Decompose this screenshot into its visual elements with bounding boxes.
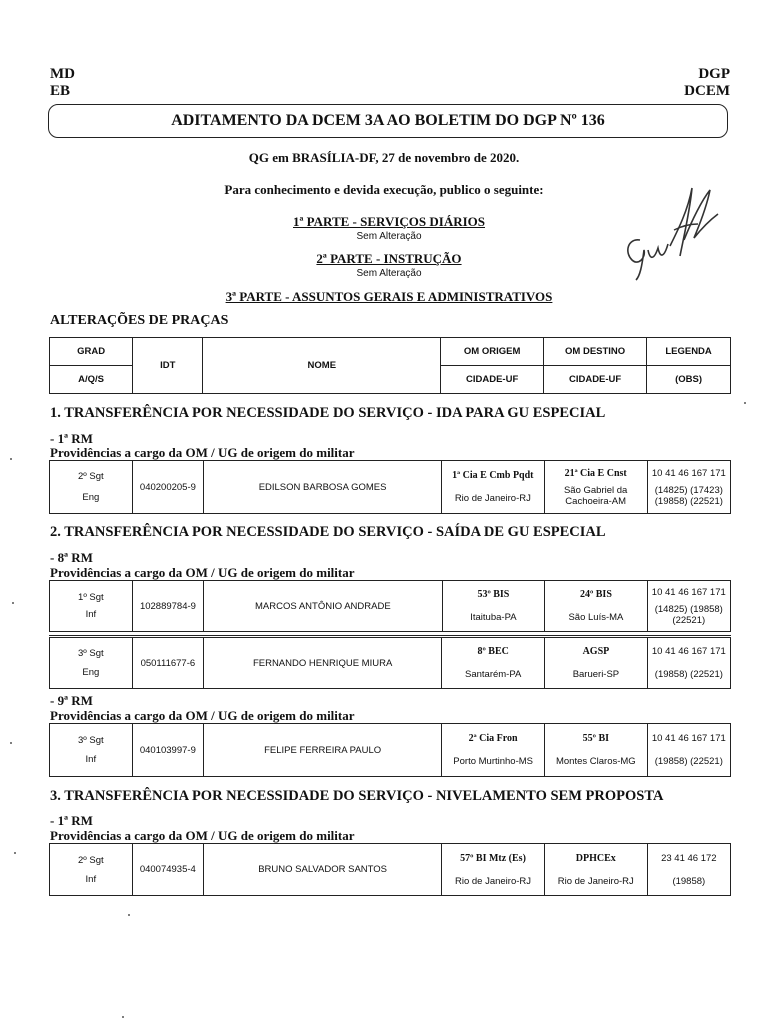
section-1-rm: - 1ª RM <box>50 431 93 446</box>
scan-speck <box>10 742 12 744</box>
part-2-title: 2ª PARTE - INSTRUÇÃO <box>316 251 462 266</box>
intro-text: Para conhecimento e devida execução, publico o seguinte: <box>224 182 544 197</box>
section-2-rm-8: - 8ª RM <box>50 550 93 565</box>
scan-speck <box>744 402 746 404</box>
table-row: 1º Sgt Inf 102889784-9 MARCOS ANTÔNIO ANDRADE 53º BIS Itaituba-PA 24º BIS São Luís-MA 10 41 46 167 171 (14825) (19858) (22521) <box>50 581 731 632</box>
part-1-note: Sem Alteração <box>356 231 422 242</box>
part-2-note: Sem Alteração <box>356 268 422 279</box>
part-3-title: 3ª PARTE - ASSUNTOS GERAIS E ADMINISTRATIVOS <box>225 289 553 304</box>
col-idt: IDT <box>133 338 203 394</box>
header-dcem: DCEM <box>684 83 730 99</box>
col-grad: GRAD <box>50 338 133 366</box>
table-row: 2º Sgt Inf 040074935-4 BRUNO SALVADOR SANTOS 57º BI Mtz (Es) Rio de Janeiro-RJ DPHCEx Rio de Janeiro-RJ 23 41 46 172 (19858) <box>50 844 731 896</box>
section-1-prov: Providências a cargo da OM / UG de origem do militar <box>50 445 355 460</box>
col-obs: (OBS) <box>647 366 731 394</box>
scan-speck <box>10 458 12 460</box>
section-2-prov-8: Providências a cargo da OM / UG de origem do militar <box>50 565 355 580</box>
part-1-title: 1ª PARTE - SERVIÇOS DIÁRIOS <box>293 214 485 229</box>
col-legenda: LEGENDA <box>647 338 731 366</box>
record-table <box>49 460 731 514</box>
table-row: 3º Sgt Inf 040103997-9 FELIPE FERREIRA PAULO 2ª Cia Fron Porto Murtinho-MS 55º BI Montes Claros-MG 10 41 46 167 171 (19858) (22521) <box>50 724 731 777</box>
section-2-prov-9: Providências a cargo da OM / UG de origem do militar <box>50 708 355 723</box>
header-left <box>50 66 75 100</box>
col-cidade-destino: CIDADE-UF <box>544 366 647 394</box>
handwritten-signature <box>618 180 728 290</box>
scan-speck <box>128 914 130 916</box>
section-2-rm-9: - 9ª RM <box>50 693 93 708</box>
header-dgp: DGP <box>698 66 730 82</box>
record-table <box>49 580 731 632</box>
header-md: MD <box>50 66 75 82</box>
document-title: ADITAMENTO DA DCEM 3A AO BOLETIM DO DGP Nº 136 <box>171 112 605 129</box>
col-om-origem: OM ORIGEM <box>441 338 544 366</box>
section-3-prov: Providências a cargo da OM / UG de origem do militar <box>50 828 355 843</box>
scan-speck <box>12 602 14 604</box>
section-2-title: 2. TRANSFERÊNCIA POR NECESSIDADE DO SERVIÇO - SAÍDA DE GU ESPECIAL <box>50 524 606 540</box>
record-table <box>49 843 731 896</box>
col-nome: NOME <box>203 338 441 394</box>
table-row: 3º Sgt Eng 050111677-6 FERNANDO HENRIQUE MIURA 8º BEC Santarém-PA AGSP Barueri-SP 10 41 46 167 171 (19858) (22521) <box>50 637 731 689</box>
section-3-title: 3. TRANSFERÊNCIA POR NECESSIDADE DO SERVIÇO - NIVELAMENTO SEM PROPOSTA <box>50 788 664 804</box>
col-om-destino: OM DESTINO <box>544 338 647 366</box>
section-1-title: 1. TRANSFERÊNCIA POR NECESSIDADE DO SERVIÇO - IDA PARA GU ESPECIAL <box>50 405 606 421</box>
record-table <box>49 635 731 689</box>
header-eb: EB <box>50 83 71 99</box>
record-table <box>49 723 731 777</box>
scan-speck <box>14 852 16 854</box>
section-3-rm: - 1ª RM <box>50 813 93 828</box>
header-right <box>684 66 730 100</box>
title-box <box>48 104 728 138</box>
alteracoes-heading: ALTERAÇÕES DE PRAÇAS <box>50 313 229 328</box>
place-date: QG em BRASÍLIA-DF, 27 de novembro de 2020. <box>248 150 520 165</box>
scan-speck <box>122 1016 124 1018</box>
col-cidade-origem: CIDADE-UF <box>441 366 544 394</box>
table-row: 2º Sgt Eng 040200205-9 EDILSON BARBOSA GOMES 1ª Cia E Cmb Pqdt Rio de Janeiro-RJ 21ª Cia E Cnst São Gabriel da Cachoeira-AM 10 41 46 167 171 (14825) (17423) (19858) (22521) <box>50 461 731 514</box>
header-table <box>49 337 731 394</box>
col-aqs: A/Q/S <box>50 366 133 394</box>
